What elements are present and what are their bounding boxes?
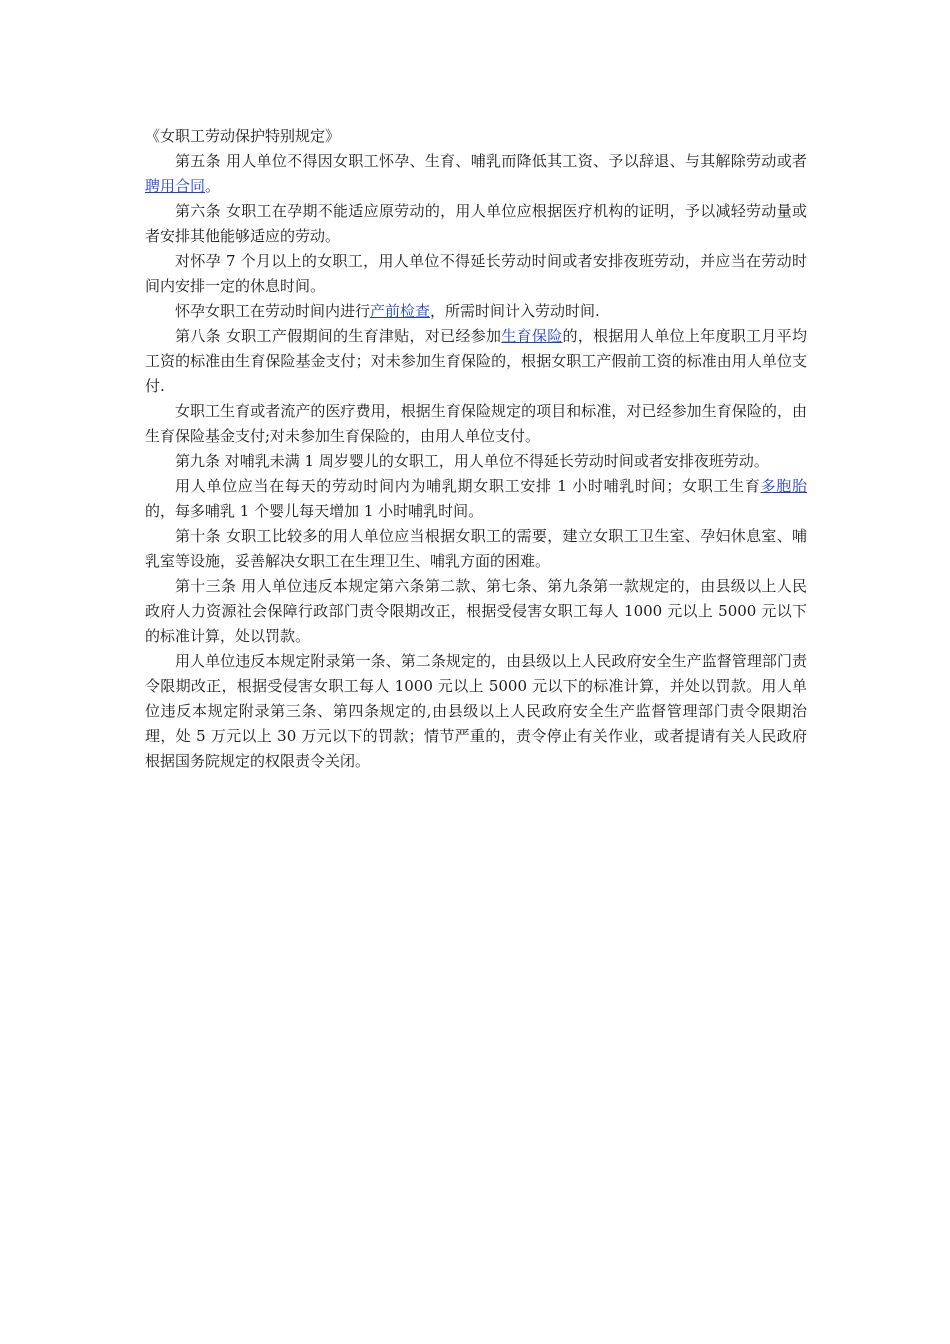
article-13-paragraph: 第十三条 用人单位违反本规定第六条第二款、第七条、第九条第一款规定的，由县级以上人民政府人力资源社会保障行政部门责令限期改正，根据受侵害女职工每人 1000 元以上 5000 元以下的标准计算，处以罚款。 — [145, 577, 807, 645]
link-maternity-insurance[interactable]: 生育保险 — [501, 327, 563, 345]
article-6-paragraph: 第六条 女职工在孕期不能适应原劳动的，用人单位应根据医疗机构的证明，予以减轻劳动量或者安排其他能够适应的劳动。 — [145, 202, 807, 245]
document-body — [145, 124, 807, 774]
article-5-text-end: 。 — [205, 177, 221, 195]
nursing-text: 用人单位应当在每天的劳动时间内为哺乳期女职工安排 1 小时哺乳时间；女职工生育 — [175, 477, 761, 495]
appendix-penalty-paragraph: 用人单位违反本规定附录第一条、第二条规定的，由县级以上人民政府安全生产监督管理部门责令限期改正，根据受侵害女职工每人 1000 元以上 5000 元以下的标准计算，并处以罚款。用人单位违反本规定附录第三条、第四条规定的,由县级以上人民政府安全生产监督管理部门责令限期治理，处 5 万元以上 30 万元以下的罚款；情节严重的，责令停止有关作业，或者提请有关人民政府根据国务院规定的权限责令关闭。 — [145, 652, 807, 770]
article-5-text: 第五条 用人单位不得因女职工怀孕、生育、哺乳而降低其工资、予以辞退、与其解除劳动或者 — [175, 152, 807, 170]
article-9-paragraph: 第九条 对哺乳未满 1 周岁婴儿的女职工，用人单位不得延长劳动时间或者安排夜班劳动。 — [175, 452, 769, 470]
link-prenatal-checkup[interactable]: 产前检查 — [370, 302, 431, 320]
article-5-paragraph — [145, 149, 807, 199]
prenatal-text: 怀孕女职工在劳动时间内进行 — [175, 302, 371, 320]
article-8-text-end: 的，根据用人单位上年度职工月平均工资的标准由生育保险基金支付；对未参加生育保险的，根据女职工产假前工资的标准由用人单位支付. — [145, 327, 807, 395]
article-8-paragraph-2: 女职工生育或者流产的医疗费用，根据生育保险规定的项目和标准，对已经参加生育保险的，由生育保险基金支付;对未参加生育保险的，由用人单位支付。 — [145, 402, 807, 445]
article-8-paragraph — [145, 324, 807, 399]
article-10-paragraph: 第十条 女职工比较多的用人单位应当根据女职工的需要，建立女职工卫生室、孕妇休息室、哺乳室等设施，妥善解决女职工在生理卫生、哺乳方面的困难。 — [145, 527, 807, 570]
article-8-text: 第八条 女职工产假期间的生育津贴，对已经参加 — [175, 327, 502, 345]
article-6-paragraph-3 — [145, 299, 807, 324]
prenatal-text-end: ，所需时间计入劳动时间. — [430, 302, 600, 320]
link-multiple-births[interactable]: 多胞胎 — [760, 477, 807, 495]
nursing-text-end: 的，每多哺乳 1 个婴儿每天增加 1 小时哺乳时间。 — [145, 502, 484, 520]
article-9-paragraph-2 — [145, 474, 807, 524]
document-title: 《女职工劳动保护特别规定》 — [145, 127, 341, 145]
link-employment-contract[interactable]: 聘用合同 — [145, 177, 206, 195]
article-6-paragraph-2: 对怀孕 7 个月以上的女职工，用人单位不得延长劳动时间或者安排夜班劳动，并应当在劳动时间内安排一定的休息时间。 — [145, 252, 807, 295]
